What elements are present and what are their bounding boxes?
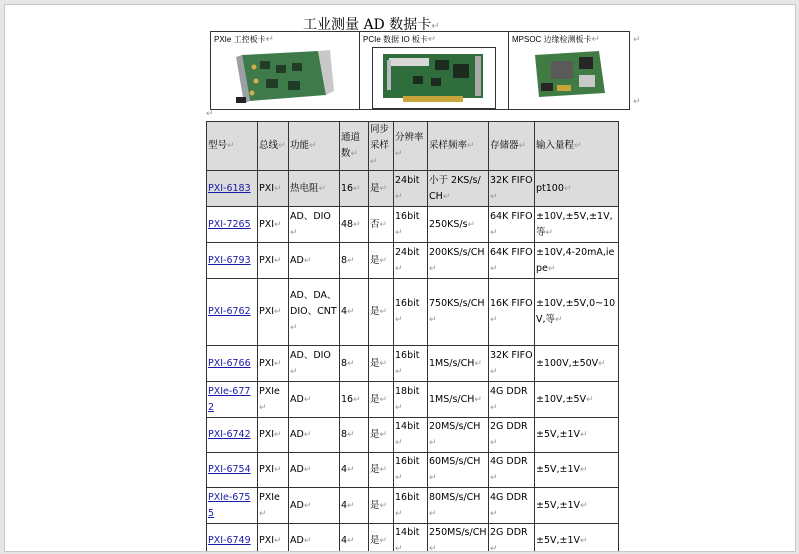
cell-sync: 是↵: [369, 243, 394, 279]
table-header-row: [207, 122, 619, 171]
cell-bus: PXI↵: [258, 524, 289, 553]
header-model: 型号↵: [207, 122, 258, 171]
cell-function: AD、DIO↵: [289, 207, 340, 243]
model-link[interactable]: PXI-6742: [208, 429, 251, 440]
cell-memory: 64K FIFO↵: [489, 207, 535, 243]
cell-model[interactable]: [207, 346, 258, 382]
table-row: [207, 207, 619, 243]
spec-table: [206, 121, 619, 552]
pxie-card-photo: [230, 47, 340, 105]
cell-sync: 是↵: [369, 524, 394, 553]
cell-sample-rate: 750KS/s/CH↵: [428, 279, 489, 346]
cell-resolution: 14bit↵: [394, 418, 428, 453]
cell-model[interactable]: [207, 418, 258, 453]
cell-model[interactable]: [207, 243, 258, 279]
header-input-range: 输入量程↵: [535, 122, 619, 171]
table-row: [207, 524, 619, 553]
cell-resolution: 16bit↵: [394, 453, 428, 488]
cell-channels: 8↵: [340, 243, 369, 279]
cell-sync: 是↵: [369, 382, 394, 418]
cell-sync: 是↵: [369, 279, 394, 346]
cell-resolution: 14bit↵: [394, 524, 428, 553]
row-end-mark: ↵: [633, 35, 641, 45]
cell-model[interactable]: [207, 279, 258, 346]
cell-sync: 是↵: [369, 418, 394, 453]
cell-bus: PXI↵: [258, 279, 289, 346]
cell-memory: 4G DDR↵: [489, 382, 535, 418]
cell-bus: PXI↵: [258, 171, 289, 207]
cell-input-range: ±10V,4-20mA,iepe↵: [535, 243, 619, 279]
cell-channels: 16↵: [340, 171, 369, 207]
cell-input-range: pt100↵: [535, 171, 619, 207]
cell-channels: 4↵: [340, 488, 369, 524]
cell-resolution: 16bit↵: [394, 346, 428, 382]
cell-model[interactable]: [207, 207, 258, 243]
cell-model[interactable]: [207, 524, 258, 553]
cell-input-range: ±10V,±5V,±1V,等↵: [535, 207, 619, 243]
model-link[interactable]: PXI-6754: [208, 464, 251, 475]
header-memory: 存储器↵: [489, 122, 535, 171]
header-function: 功能↵: [289, 122, 340, 171]
cell-input-range: ±10V,±5V,0~10V,等↵: [535, 279, 619, 346]
model-link[interactable]: PXI-6793: [208, 254, 251, 266]
cell-sample-rate: 80MS/s/CH↵: [428, 488, 489, 524]
cell-channels: 48↵: [340, 207, 369, 243]
cell-sample-rate: 20MS/s/CH↵: [428, 418, 489, 453]
cell-sample-rate: 200KS/s/CH↵: [428, 243, 489, 279]
cell-sample-rate: 250KS/s↵: [428, 207, 489, 243]
table-row: [207, 418, 619, 453]
table-row: [207, 382, 619, 418]
cell-function: AD↵: [289, 488, 340, 524]
photo-cell-pxie[interactable]: [211, 32, 360, 110]
cell-model[interactable]: [207, 453, 258, 488]
photo-caption-pcie: PCIe 数据 IO 板卡↵: [363, 34, 437, 45]
cell-input-range: ±5V,±1V↵: [535, 524, 619, 553]
cell-bus: PXI↵: [258, 207, 289, 243]
header-bus: 总线↵: [258, 122, 289, 171]
table-row: [207, 171, 619, 207]
cell-resolution: 16bit↵: [394, 488, 428, 524]
cell-channels: 4↵: [340, 453, 369, 488]
cell-function: AD↵: [289, 243, 340, 279]
cell-function: AD↵: [289, 453, 340, 488]
cell-memory: 32K FIFO↵: [489, 171, 535, 207]
cell-sample-rate: 60MS/s/CH↵: [428, 453, 489, 488]
cell-resolution: 18bit↵: [394, 382, 428, 418]
cell-resolution: 16bit↵: [394, 207, 428, 243]
cell-channels: 4↵: [340, 524, 369, 553]
cell-function: AD↵: [289, 418, 340, 453]
cell-bus: PXI↵: [258, 418, 289, 453]
cell-sample-rate: 1MS/s/CH↵: [428, 382, 489, 418]
cell-bus: PXIe↵: [258, 488, 289, 524]
model-link[interactable]: PXIe-6755: [208, 491, 251, 519]
model-link[interactable]: PXI-6183: [208, 182, 251, 194]
table-row: [207, 346, 619, 382]
title-text: 工业测量 AD 数据卡: [303, 17, 432, 33]
table-row: [207, 453, 619, 488]
photo-caption-pxie: PXIe 工控板卡↵: [214, 34, 274, 45]
cell-model[interactable]: [207, 488, 258, 524]
cell-memory: 64K FIFO↵: [489, 243, 535, 279]
cell-sample-rate: 250MS/s/CH↵: [428, 524, 489, 553]
document-page: [4, 4, 796, 552]
cell-resolution: 24bit↵: [394, 243, 428, 279]
table-row: [207, 243, 619, 279]
cell-input-range: ±100V,±50V↵: [535, 346, 619, 382]
cell-input-range: ±5V,±1V↵: [535, 418, 619, 453]
model-link[interactable]: PXIe-6772: [208, 385, 251, 413]
header-channels: 通道数↵: [340, 122, 369, 171]
cell-input-range: ±5V,±1V↵: [535, 488, 619, 524]
model-link[interactable]: PXI-6766: [208, 357, 251, 369]
cell-bus: PXI↵: [258, 243, 289, 279]
table-row: [207, 488, 619, 524]
mpsoc-board-photo: [529, 47, 609, 101]
photo-caption-mpsoc: MPSOC 边缘检测板卡↵: [512, 34, 600, 45]
cell-input-range: ±10V,±5V↵: [535, 382, 619, 418]
cell-function: AD↵: [289, 524, 340, 553]
header-sample-rate: 采样频率↵: [428, 122, 489, 171]
cell-model[interactable]: [207, 171, 258, 207]
table-row: [207, 279, 619, 346]
cell-input-range: ±5V,±1V↵: [535, 453, 619, 488]
cell-function: 热电阻↵: [289, 171, 340, 207]
photo-cell-mpsoc[interactable]: [509, 32, 630, 110]
cell-memory: 4G DDR↵: [489, 488, 535, 524]
cell-memory: 32K FIFO↵: [489, 346, 535, 382]
cell-sync: 是↵: [369, 171, 394, 207]
cell-resolution: 24bit↵: [394, 171, 428, 207]
cell-bus: PXIe↵: [258, 382, 289, 418]
cell-memory: 2G DDR↵: [489, 418, 535, 453]
cell-sample-rate: 1MS/s/CH↵: [428, 346, 489, 382]
cell-resolution: 16bit↵: [394, 279, 428, 346]
cell-bus: PXI↵: [258, 346, 289, 382]
cell-channels: 4↵: [340, 279, 369, 346]
cell-memory: 2G DDR↵: [489, 524, 535, 553]
cell-sync: 否↵: [369, 207, 394, 243]
photo-cell-pcie[interactable]: [360, 32, 509, 110]
cell-model[interactable]: [207, 382, 258, 418]
cell-channels: 16↵: [340, 382, 369, 418]
cell-function: AD↵: [289, 382, 340, 418]
cell-sync: 是↵: [369, 346, 394, 382]
model-link[interactable]: PXI-6762: [208, 306, 251, 317]
cell-function: AD、DA、DIO、CNT↵: [289, 279, 340, 346]
cell-channels: 8↵: [340, 418, 369, 453]
cell-memory: 16K FIFO↵: [489, 279, 535, 346]
row-end-mark: ↵: [633, 97, 641, 107]
cell-memory: 4G DDR↵: [489, 453, 535, 488]
cell-sync: 是↵: [369, 488, 394, 524]
cell-sample-rate: 小于 2KS/s/CH↵: [428, 171, 489, 207]
paragraph-mark: ↵: [206, 109, 214, 119]
model-link[interactable]: PXI-6749: [208, 535, 251, 546]
cell-sync: 是↵: [369, 453, 394, 488]
header-resolution: 分辨率↵: [394, 122, 428, 171]
header-sync: 同步采样↵: [369, 122, 394, 171]
product-photo-table: [210, 31, 630, 110]
cell-channels: 8↵: [340, 346, 369, 382]
model-link[interactable]: PXI-7265: [208, 218, 251, 230]
paragraph-mark: ↵: [431, 21, 440, 32]
cell-bus: PXI↵: [258, 453, 289, 488]
cell-function: AD、DIO↵: [289, 346, 340, 382]
pcie-card-photo: [372, 47, 496, 109]
